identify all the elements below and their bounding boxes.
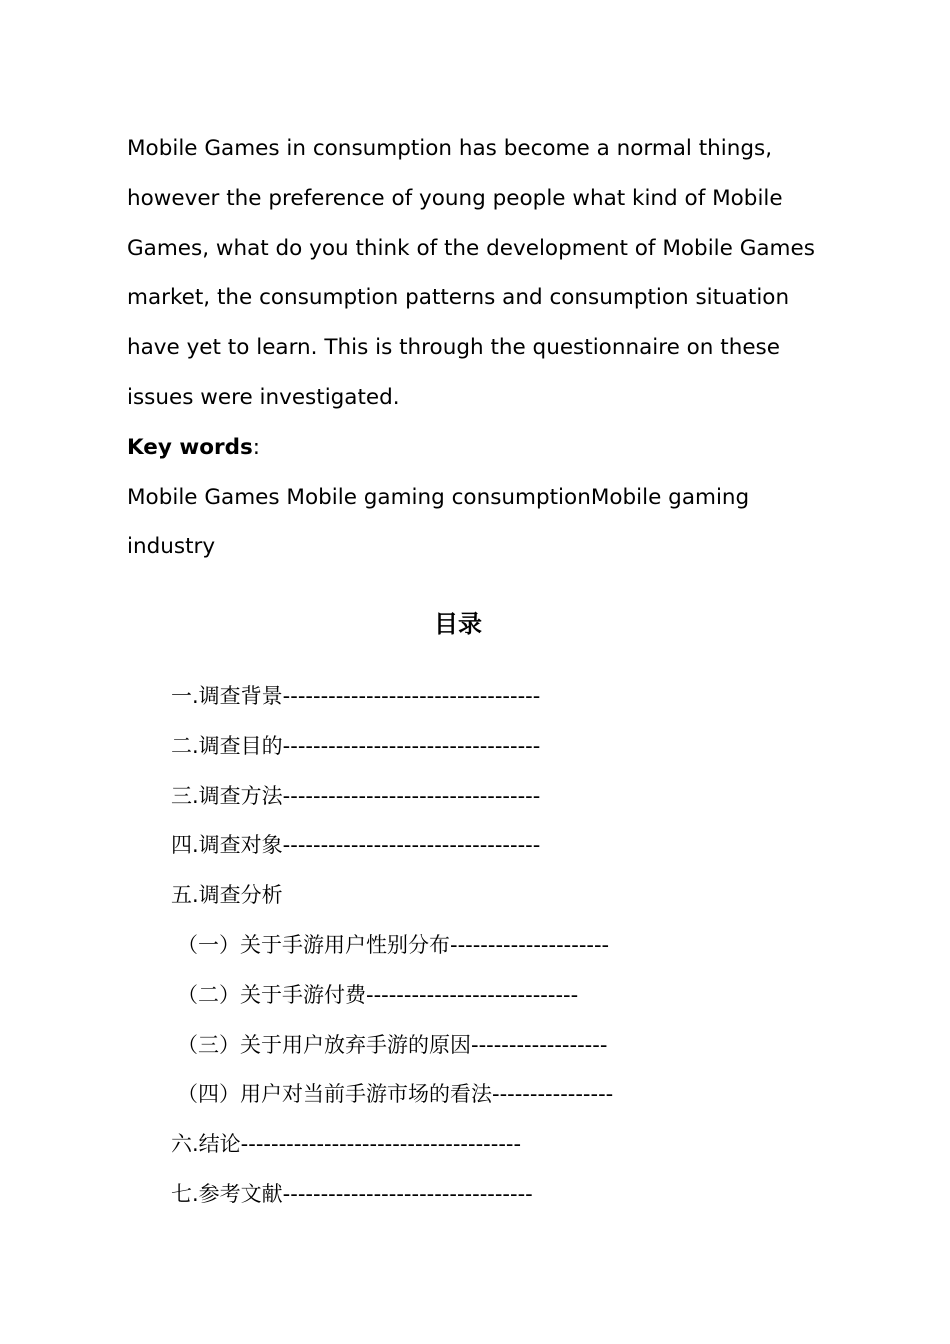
toc-item-references[interactable]: 七.参考文献---------------------------------	[171, 1181, 533, 1206]
toc-subitem-quit-reasons[interactable]: （三）关于用户放弃手游的原因------------------	[177, 1032, 608, 1057]
toc-item-background[interactable]: 一.调查背景----------------------------------	[171, 684, 541, 708]
toc-item-method[interactable]: 三.调查方法----------------------------------	[171, 783, 541, 808]
abstract-section	[127, 124, 827, 572]
abstract-paragraph: Mobile Games in consumption has become a normal things, however the preference of young people what kind of Mobile Games, what do you think of the development of Mobile Games market, the consumption patterns and consumption situation have yet to learn. This is through the questionnaire on these issues were investigated.	[127, 136, 815, 410]
toc-item-analysis[interactable]: 五.调查分析	[171, 883, 283, 908]
toc-item-subject[interactable]: 四.调查对象----------------------------------	[171, 833, 541, 858]
keywords-colon: :	[252, 434, 261, 460]
keywords-list: Mobile Games Mobile gaming consumptionMobile gaming industry	[127, 484, 750, 560]
toc-title: 目录	[434, 610, 482, 638]
toc-item-purpose[interactable]: 二.调查目的----------------------------------	[171, 733, 541, 758]
keywords-label: Key words	[127, 434, 253, 460]
keywords-heading	[127, 423, 827, 473]
toc-subitem-gender[interactable]: （一）关于手游用户性别分布---------------------	[177, 932, 610, 957]
toc-item-conclusion[interactable]: 六.结论-------------------------------------	[171, 1132, 522, 1157]
table-of-contents	[0, 672, 950, 1220]
toc-subitem-payment[interactable]: （二）关于手游付费----------------------------	[177, 982, 579, 1007]
toc-subitem-market-views[interactable]: （四）用户对当前手游市场的看法----------------	[177, 1082, 614, 1107]
